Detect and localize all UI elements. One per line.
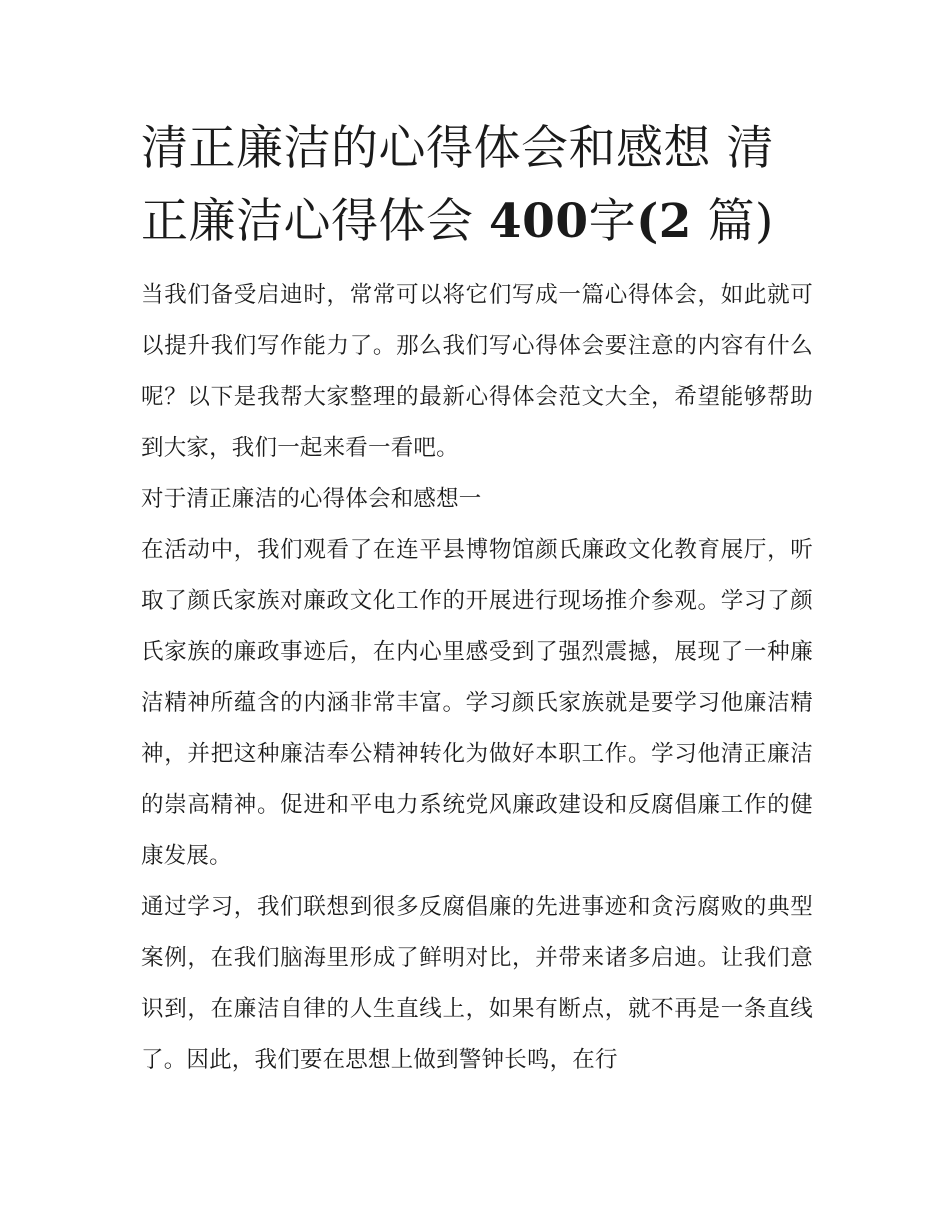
title-suffix: 篇) [707,194,774,249]
document-title [141,112,813,258]
body-paragraph: 通过学习，我们联想到很多反腐倡廉的先进事迹和贪污腐败的典型案例，在我们脑海里形成了鲜明对比，并带来诸多启迪。让我们意识到，在廉洁自律的人生直线上，如果有断点，就不再是一条直线了。因此，我们要在思想上做到警钟长鸣，在行 [141,894,813,1073]
title-count: (2 [636,194,693,249]
title-text: 清正廉洁的心得体会和感想 清正廉洁心得体会 [141,121,774,249]
document-page [141,112,813,1086]
title-number: 400 [488,194,589,249]
title-char: 字 [588,194,637,249]
body-paragraph: 在活动中，我们观看了在连平县博物馆颜氏廉政文化教育展厅，听取了颜氏家族对廉政文化工作的开展进行现场推介参观。学习了颜氏家族的廉政事迹后，在内心里感受到了强烈震撼，展现了一种廉洁精神所蕴含的内涵非常丰富。学习颜氏家族就是要学习他廉洁精神，并把这种廉洁奉公精神转化为做好本职工作。学习他清正廉洁的崇高精神。促进和平电力系统党风廉政建设和反腐倡廉工作的健康发展。 [141,537,813,869]
section-heading: 对于清正廉洁的心得体会和感想一 [141,486,482,512]
intro-paragraph: 当我们备受启迪时，常常可以将它们写成一篇心得体会，如此就可以提升我们写作能力了。那么我们写心得体会要注意的内容有什么呢？以下是我帮大家整理的最新心得体会范文大全，希望能够帮助到大家，我们一起来看一看吧。 [141,282,813,461]
